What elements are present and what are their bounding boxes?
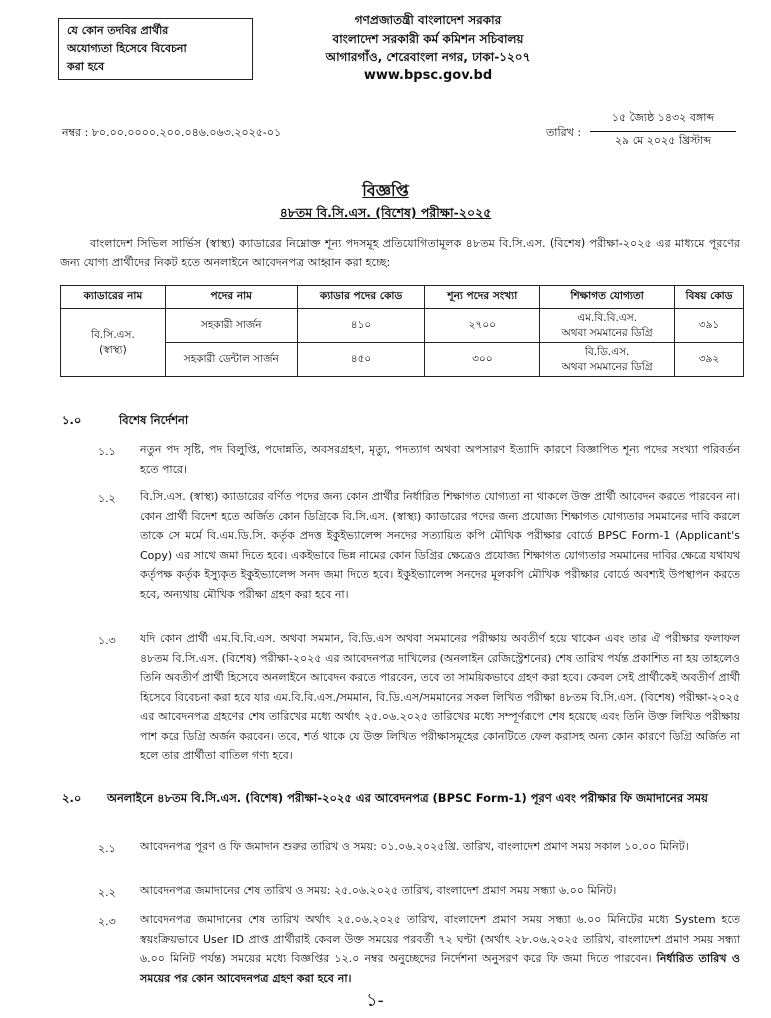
item-text: নতুন পদ সৃষ্টি, পদ বিলুপ্তি, পদোন্নতি, অবসরগ্রহণ, মৃত্যু, পদত্যাগ অথবা অপসারণ ইত্যাদি কারণে বিজ্ঞাপিত শূন্য পদের সংখ্যা পরিবর্তন হতে পারে। <box>140 443 740 476</box>
table-header: বিষয় কোড <box>675 286 744 309</box>
table-row <box>61 309 744 343</box>
vacancy-count: ৩০০ <box>425 343 540 377</box>
cadre-cell <box>61 309 166 377</box>
table-header: শিক্ষাগত যোগ্যতা <box>540 286 675 309</box>
qualification <box>540 343 675 377</box>
item-text: আবেদনপত্র পূরণ ও ফি জমাদান শুরুর তারিখ ও সময়: ০১.০৬.২০২৫খ্রি. তারিখ, বাংলাদেশ প্রমাণ সময় সকাল ১০.০০ মিনিট। <box>140 840 689 853</box>
notice-box <box>58 18 253 80</box>
item-text: যদি কোন প্রার্থী এম.বি.বি.এস. অথবা সমমান, বি.ডি.এস অথবা সমমানের পরীক্ষায় অবতীর্ণ হয়ে থাকেন এবং তার ঐ পরীক্ষার ফলাফল ৪৮তম বি.সি.এস. (বিশেষ) পরীক্ষা-২০২৫ এর আবেদনপত্র দাখিলের (অনলাইন রেজিস্ট্রেশনের) শেষ তারিখ পর্যন্ত প্রকাশিত না হয় তাহলেও তিনি অবতীর্ণ প্রার্থী হিসেবে অনলাইনে আবেদন করতে পারবেন, তবে তা সাময়িকভাবে গ্রহণ করা হবে। কেবল সেই প্রার্থীকেই অবতীর্ণ প্রার্থী হিসেবে বিবেচনা করা হবে যার এম.বি.বি.এস./সমমান, বি.ডি.এস/সমমানের সকল লিখিত পরীক্ষা ৪৮তম বি.সি.এস. (বিশেষ) পরীক্ষা-২০২৫ এর আবেদনপত্র গ্রহণের শেষ তারিখের মধ্যে অর্থাৎ ২৫.০৬.২০২৫ তারিখের মধ্যে সম্পূর্ণরূপে শেষ হয়েছে এবং তিনি উক্ত লিখিত পরীক্ষায় পাশ করে ডিগ্রি অর্জন করবেন। তবে, শর্ত থাকে যে উক্ত লিখিত পরীক্ষাসমূহের কোনটিতে ফেল করাসহ অন্য কোন কারণে ডিগ্রি অর্জিত না হলে তার প্রার্থীতা বাতিল গণ্য হবে। <box>140 632 740 762</box>
section1-heading <box>62 411 188 430</box>
cadre-code: ৪১০ <box>297 309 425 343</box>
date-label: তারিখ : <box>546 126 582 139</box>
item-text <box>140 910 740 988</box>
section-number: ১.০ <box>62 413 82 427</box>
section-title: বিশেষ নির্দেশনা <box>118 413 189 427</box>
section2-heading <box>62 789 740 808</box>
page-title: বিজ্ঞপ্তি <box>362 181 409 200</box>
table-header: ক্যাডারের নাম <box>61 286 166 309</box>
table-header: শূন্য পদের সংখ্যা <box>425 286 540 309</box>
intro-paragraph: বাংলাদেশ সিভিল সার্ভিস (স্বাস্থ্য) ক্যাডারের নিম্নোক্ত শূন্য পদসমূহ প্রতিযোগিতামূলক ৪৮তম বি.সি.এস. (বিশেষ) পরীক্ষা-২০২৫ এর মাধ্যমে পূরণের জন্য যোগ্য প্রার্থীদের নিকট হতে অনলাইনে আবেদনপত্র আহ্বান করা হচ্ছে: <box>60 237 740 269</box>
qualification-degree: এম.বি.বি.এস. <box>577 311 638 324</box>
qualification-alt: অথবা সমমানের ডিগ্রি <box>561 360 653 373</box>
item-number: ১.২ <box>98 492 116 505</box>
cadre-code: ৪৫০ <box>297 343 425 377</box>
item-number: ২.৩ <box>98 915 116 928</box>
section-number: ২.০ <box>62 791 82 805</box>
section-title: অনলাইনে ৪৮তম বি.সি.এস. (বিশেষ) পরীক্ষা-২০২৫ এর আবেদনপত্র (BPSC Form-1) পূরণ এবং পরীক্ষার ফি জমাদানের সময় <box>106 791 708 805</box>
item-number: ২.১ <box>98 842 116 855</box>
posts-table <box>60 285 744 377</box>
item-number: ২.২ <box>98 886 116 899</box>
cadre-name: বি.সি.এস. <box>91 328 135 341</box>
page-subtitle: ৪৮তম বি.সি.এস. (বিশেষ) পরীক্ষা-২০২৫ <box>279 205 492 220</box>
subject-code: ৩৯২ <box>675 343 744 377</box>
memo-number: নম্বর : ৮০.০০.০০০০.২০০.০৪৬.০৬৩.২০২৫-০১ <box>62 126 282 139</box>
header-govt: গণপ্রজাতন্ত্রী বাংলাদেশ সরকার <box>354 13 502 27</box>
table-header: পদের নাম <box>165 286 297 309</box>
qualification-alt: অথবা সমমানের ডিগ্রি <box>561 326 653 339</box>
notice-line-2: অযোগ্যতা হিসেবে বিবেচনা <box>67 42 187 55</box>
cadre-sub: (স্বাস্থ্য) <box>99 343 127 356</box>
item-text: আবেদনপত্র জমাদানের শেষ তারিখ ও সময়: ২৫.০৬.২০২৫ তারিখ, বাংলাদেশ প্রমাণ সময় সন্ধ্যা ৬.০০ মিনিট। <box>140 884 617 897</box>
item-number: ১.৩ <box>98 634 116 647</box>
header-commission: বাংলাদেশ সরকারী কর্ম কমিশন সচিবালয় <box>332 32 524 46</box>
item-number: ১.১ <box>98 445 116 458</box>
post-name: সহকারী ডেন্টাল সার্জন <box>165 343 297 377</box>
item-text: বি.সি.এস. (স্বাস্থ্য) ক্যাডারের বর্ণিত পদের জন্য কোন প্রার্থীর নির্ধারিত শিক্ষাগত যোগ্যতা না থাকলে উক্ত প্রার্থী আবেদন করতে পারবেন না। কোন প্রার্থী বিদেশ হতে অর্জিত কোন ডিগ্রিকে বি.সি.এস. (স্বাস্থ্য) ক্যাডারের পদের জন্য প্রযোজ্য শিক্ষাগত যোগ্যতার সমমানের দাবি করলে তাকে সে মর্মে বি.এম.ডি.সি. কর্তৃক প্রদত্ত ইকুইভ্যালেন্স সনদের সত্যায়িত কপি মৌখিক পরীক্ষার বোর্ডে BPSC Form-1 (Applicant's Copy) এর সাথে জমা দিতে হবে। একইভাবে ভিন্ন নামের কোন ডিগ্রির ক্ষেত্রেও প্রযোজ্য শিক্ষাগত যোগ্যতার সমমানের দাবির ক্ষেত্রে যথাযথ কর্তৃপক্ষ কর্তৃক ইস্যুকৃত ইকুইভ্যালেন্স সনদ জমা দিতে হবে। ইকুইভ্যালেন্স সনদের মূলকপি মৌখিক পরীক্ষার বোর্ডে অবশ্যই উপস্থাপন করতে হবে, অন্যথায় মৌখিক পরীক্ষা গ্রহণ করা হবে না। <box>140 490 740 601</box>
header-address: আগারগাঁও, শেরেবাংলা নগর, ঢাকা-১২০৭ <box>325 50 531 64</box>
table-header-row <box>61 286 744 309</box>
date-english: ২৯ মে ২০২৫ খ্রিস্টাব্দ <box>614 134 712 147</box>
notice-line-1: যে কোন তদবির প্রার্থীর <box>67 24 169 37</box>
qualification <box>540 309 675 343</box>
post-name: সহকারী সার্জন <box>165 309 297 343</box>
notice-line-3: করা হবে <box>67 60 105 73</box>
qualification-degree: বি.ডি.এস. <box>584 345 630 358</box>
header-website-link[interactable]: www.bpsc.gov.bd <box>363 68 493 83</box>
table-header: ক্যাডার পদের কোড <box>297 286 425 309</box>
item-text-emphasis: নির্ধারিত তারিখ ও সময়ের পর কোন আবেদনপত্র গ্রহণ করা হবে না। <box>140 952 741 985</box>
date-bangla: ১৫ জ্যৈষ্ঠ ১৪৩২ বঙ্গাব্দ <box>590 109 736 132</box>
page-number: ১- <box>366 990 384 1011</box>
vacancy-count: ২৭০০ <box>425 309 540 343</box>
item-text-body: আবেদনপত্র জমাদানের শেষ তারিখ অর্থাৎ ২৫.০৬.২০২৫ তারিখ, বাংলাদেশ প্রমাণ সময় সন্ধ্যা ৬.০০ মিনিটের মধ্যে System হতে স্বয়ংক্রিয়ভাবে User ID প্রাপ্ত প্রার্থীরাই কেবল উক্ত সময়ের পরবর্তী ৭২ ঘণ্টা (অর্থাৎ ২৮.০৬.২০২৫ তারিখ, বাংলাদেশ প্রমাণ সময় সন্ধ্যা ৬.০০ মিনিট পর্যন্ত) সময়ের মধ্যে বিজ্ঞপ্তির ১২.০ নম্বর অনুচ্ছেদের নির্দেশনা অনুসরণ করে ফি জমা দিতে পারবেন। <box>140 913 740 965</box>
subject-code: ৩৯১ <box>675 309 744 343</box>
